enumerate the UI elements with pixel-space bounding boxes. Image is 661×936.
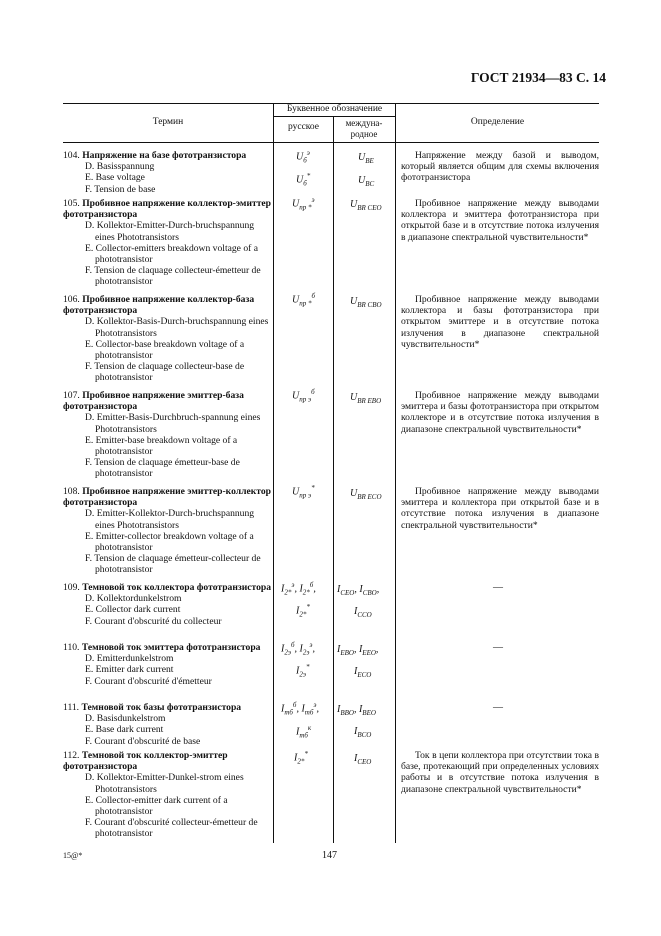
definition-110: — (493, 642, 503, 653)
term-111: 111. Темновой ток базы фототранзистора D. Basisdunkelstrom E. Base dark current F. Courant d'obscurité de base (63, 702, 242, 747)
symbol-intl-112: $I_{CEO}$ (354, 753, 372, 766)
symbol-intl-107: $U_{BR EBO}$ (350, 392, 382, 405)
symbol-intl-110a: $I_{EBO}$, $I_{EEO}$, (337, 644, 379, 657)
symbol-rus-110a: $I_{2э}^б$, $I_{2э}^э$, (281, 641, 315, 657)
definition-109: — (493, 582, 503, 593)
symbol-intl-105: $U_{BR CEO}$ (350, 199, 382, 212)
col-divider-1 (273, 103, 274, 843)
th-intl: междуна-родное (345, 118, 383, 139)
symbol-intl-110b: $I_{ECO}$ (354, 666, 372, 679)
term-109: 109. Темновой ток коллектора фототранзистора D. Kollektordunkelstrom E. Collector dark current F. Courant d'obscurité du collecteur (63, 582, 272, 627)
col-divider-2 (333, 116, 334, 843)
definition-111: — (493, 702, 503, 713)
symbol-rus-111a: $I_{тб}^б$, $I_{тб}^э$, (281, 701, 319, 717)
symbol-intl-109b: $I_{CCO}$ (354, 606, 372, 619)
th-term: Термин (152, 117, 184, 127)
term-112: 112. Темновой ток коллектор-эмиттер фототранзистора D. Kollektor-Emitter-Dunkel-strom eines Phototransistors E. Collector-emitter dark current of a phototransistor F. Courant d'obscurité collecteur-émetteur de phototransistor (63, 750, 258, 840)
col-divider-3 (395, 103, 396, 843)
symbol-rus-106: $U_{пр *}^б$ (292, 292, 316, 308)
symbol-rus-108: $U_{пр э}^*$ (292, 484, 315, 500)
term-108: 108. Пробивное напряжение эмиттер-коллектор фототранзистора D. Emitter-Kollektor-Durch-bruchspannung eines Phototransistors E. Emitter-collector breakdown voltage of a phototransistor F. Tension de claquage émetteur-collecteur de phototransistor (63, 486, 272, 576)
symbol-rus-104a: $U_б^э$ (296, 149, 310, 165)
page-number: 147 (322, 850, 337, 861)
symbol-rus-109a: $I_{2*}^э$, $I_{2*}^б$, (281, 581, 316, 597)
table-head-rule (63, 142, 599, 143)
symbol-rus-105: $U_{пр *}^э$ (292, 196, 315, 212)
definition-106: Пробивное напряжение между выводами коллектора и базы фототранзистора при открытом эмиттере и в отсутствие потока излучения в диапазоне спектральной чувствительности* (401, 294, 599, 350)
th-definition: Определение (470, 117, 525, 127)
symbol-rus-109b: $I_{2*}^*$ (296, 603, 310, 619)
letter-sub-rule (274, 116, 395, 117)
definition-108: Пробивное напряжение между выводами эмиттера и коллектора при открытой базе и в отсутствие потока излучения в диапазоне спектральной чувствительности* (401, 486, 599, 531)
footer-mark: 15@* (63, 851, 83, 860)
symbol-rus-104b: $U_б^*$ (296, 172, 311, 188)
symbol-intl-108: $U_{BR ECO}$ (350, 488, 382, 501)
term-106: 106. Пробивное напряжение коллектор-база фототранзистора D. Kollektor-Basis-Durch-bruchspannung eines Phototransistors E. Collector-base breakdown voltage of a phototransistor F. Tension de claquage collecteur-base de phototransistor (63, 294, 269, 384)
symbol-rus-107: $U_{пр э}^б$ (292, 388, 315, 404)
symbol-intl-104a: $U_{BE}$ (358, 152, 374, 165)
term-105: 105. Пробивное напряжение коллектор-эмиттер фототранзистора D. Kollektor-Emitter-Durch-bruchspannung eines Phototransistors E. Collector-emitters breakdown voltage of a phototransistor F. Tension de claquage collecteur-émetteur de phototransistor (63, 198, 272, 288)
definition-112: Ток в цепи коллектора при отсутствии тока в базе, протекающий при определенных условиях работы и в отсутствие потока излучения в диапазоне спектральной чувствительности* (401, 750, 599, 795)
term-107: 107. Пробивное напряжение эмиттер-база фототранзистора D. Emitter-Basis-Durchbruch-spannung eines Phototransistors E. Emitter-base breakdown voltage of a phototransistor F. Tension de claquage émetteur-base de phototransistor (63, 390, 261, 480)
th-rus: русское (287, 122, 320, 132)
symbol-intl-111b: $I_{BCO}$ (354, 726, 372, 739)
definition-105: Пробивное напряжение между выводами коллектора и эмиттера фототранзистора при открытой базе и в отсутствие потока излучения в диапазоне спектральной чувствительности* (401, 198, 599, 243)
symbol-intl-109a: $I_{CEO}$, $I_{CBO}$, (337, 584, 380, 597)
definition-107: Пробивное напряжение между выводами эмиттера и базы фототранзистора при открытом коллекторе и в отсутствие потока излучения в диапазоне спектральной чувствительности* (401, 390, 599, 435)
symbol-rus-110b: $I_{2э}^*$ (296, 663, 310, 679)
symbol-rus-112: $I_{2*}^*$ (294, 750, 308, 766)
symbol-rus-111b: $I_{тб}^к$ (296, 724, 312, 740)
symbol-intl-111a: $I_{BBO}$, $I_{BEO}$ (337, 704, 376, 717)
term-104: 104. Напряжение на базе фототранзистора D. Basisspannung E. Base voltage F. Tension de base (63, 150, 247, 195)
definition-104: Напряжение между базой и выводом, который является общим для схемы включения фототранзистора (401, 150, 599, 184)
symbol-intl-106: $U_{BR CBO}$ (350, 296, 382, 309)
page-header: ГОСТ 21934—83 С. 14 (470, 70, 606, 85)
symbol-intl-104b: $U_{BC}$ (358, 175, 375, 188)
th-letter: Буквенное обозначение (286, 104, 383, 114)
term-110: 110. Темновой ток эмиттера фототранзистора D. Emitterdunkelstrom E. Emitter dark current F. Courant d'obscurité d'émetteur (63, 642, 261, 687)
